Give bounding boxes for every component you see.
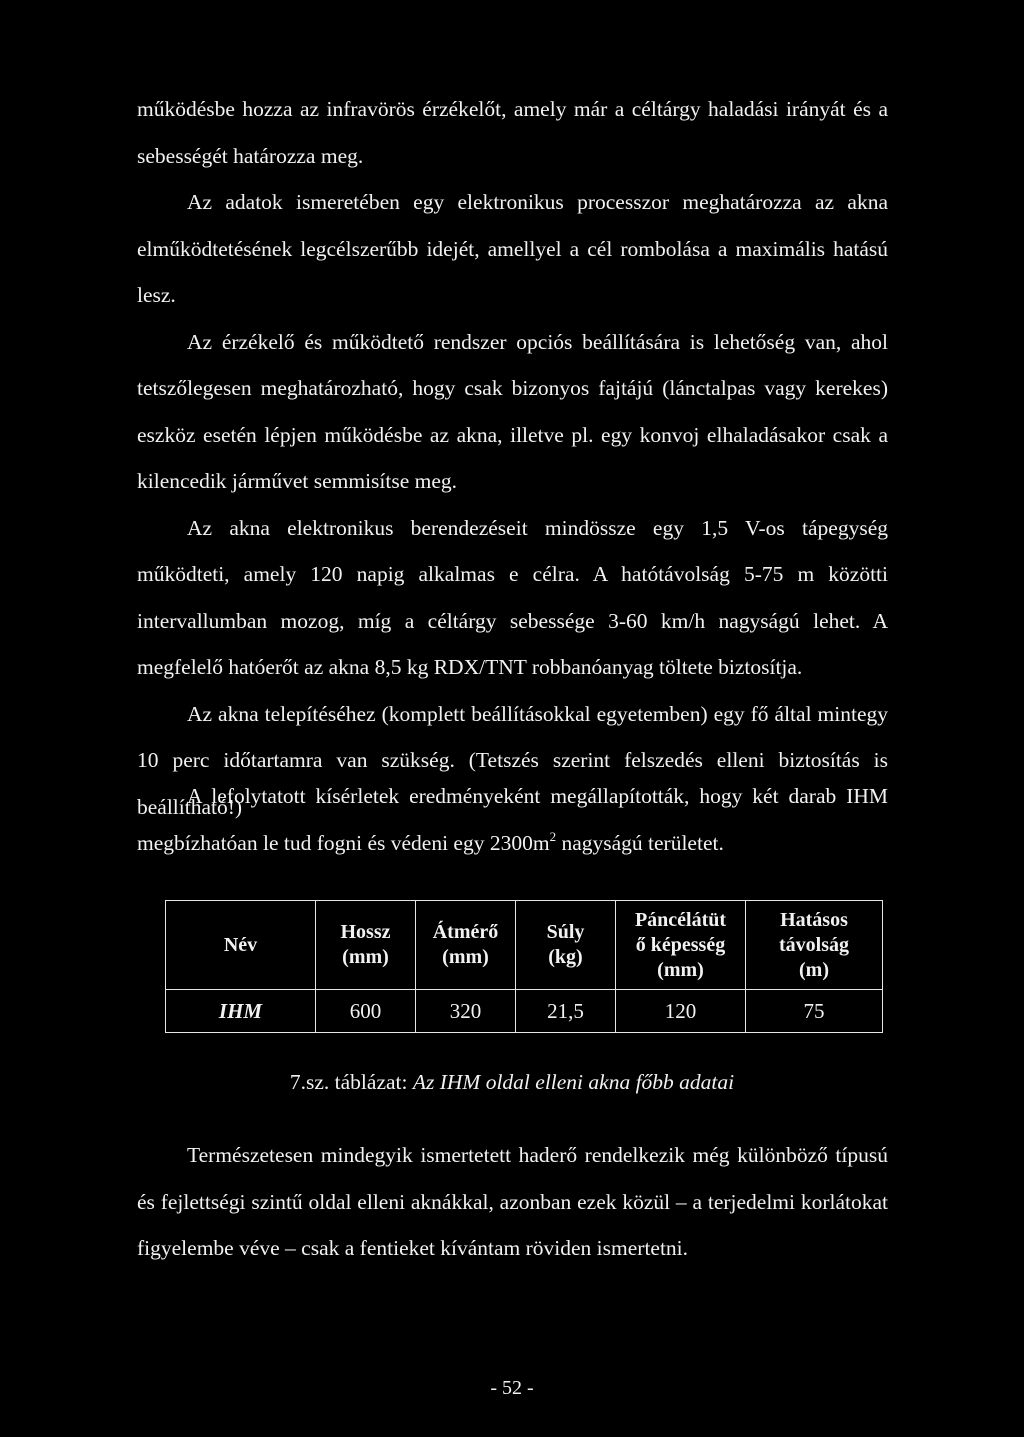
header-length: Hossz (mm) <box>316 901 416 990</box>
specs-table <box>165 900 883 1033</box>
body-text-top <box>137 86 888 830</box>
header-weight: Súly (kg) <box>516 901 616 990</box>
paragraph-sensor-options: Az érzékelő és működtető rendszer opciós beállítására is lehetőség van, ahol tetszőlegesen meghatározható, hogy csak bizonyos fajtájú (lánctalpas vagy kerekes) eszköz esetén lépjen működésbe az akna, illetve pl. egy konvoj elhaladásakor csak a kilencedik járművet semmisítse meg. <box>137 329 888 493</box>
paragraph-area-coverage <box>137 773 888 866</box>
caption-prefix: 7.sz. táblázat: <box>289 1070 413 1094</box>
page-number: - 52 - <box>490 1377 534 1399</box>
body-text-area <box>137 773 888 866</box>
paragraph-deployment: Az akna telepítéséhez (komplett beállításokkal egyetemben) egy fő által mintegy 10 perc időtartamra van szükség. (Tetszés szerint felszedés elleni biztosítás is beállítható!) <box>137 701 888 819</box>
paragraph-processor: Az adatok ismeretében egy elektronikus processzor meghatározza az akna elműködtetésének legcélszerűbb idejét, amellyel a cél rombolása a maximális hatású lesz. <box>137 190 888 307</box>
paragraph-power-supply: Az akna elektronikus berendezéseit mindössze egy 1,5 V-os tápegység működteti, amely 120 napig alkalmas e célra. A hatótávolság 5-75 m közötti intervallumban mozog, míg a céltárgy sebessége 3-60 km/h nagyságú lehet. A megfelelő hatóerőt az akna 8,5 kg RDX/TNT robbanóanyag töltete biztosítja. <box>137 515 888 679</box>
area-text-before: A lefolytatott kísérletek eredményeként megállapították, hogy két darab IHM megbízhatóan le tud fogni és védeni egy 2300m <box>137 784 888 855</box>
area-text-after: nagyságú területet. <box>556 830 724 855</box>
paragraph-continuation: működésbe hozza az infravörös érzékelőt, amely már a céltárgy haladási irányát és a sebességét határozza meg. <box>137 97 888 168</box>
body-text-bottom <box>137 1132 888 1272</box>
header-name: Név <box>166 901 316 990</box>
caption-title: Az IHM oldal elleni akna főbb adatai <box>412 1070 735 1094</box>
table-row <box>166 990 883 1033</box>
cell-range: 75 <box>746 990 883 1033</box>
table-caption <box>0 1070 1024 1095</box>
cell-length: 600 <box>316 990 416 1033</box>
area-superscript: 2 <box>549 828 557 844</box>
cell-penetration: 120 <box>616 990 746 1033</box>
cell-name: IHM <box>166 990 316 1033</box>
cell-weight: 21,5 <box>516 990 616 1033</box>
table-header-row <box>166 901 883 990</box>
header-range: Hatásos távolság (m) <box>746 901 883 990</box>
paragraph-conclusion: Természetesen mindegyik ismertetett haderő rendelkezik még különböző típusú és fejlettségi szintű oldal elleni aknákkal, azonban ezek közül – a terjedelmi korlátokat figyelembe véve – csak a fentieket kívántam röviden ismertetni. <box>137 1143 888 1260</box>
specs-table-wrapper <box>165 900 882 1033</box>
header-diameter: Átmérő (mm) <box>416 901 516 990</box>
cell-diameter: 320 <box>416 990 516 1033</box>
header-penetration: Páncélátüt ő képesség (mm) <box>616 901 746 990</box>
